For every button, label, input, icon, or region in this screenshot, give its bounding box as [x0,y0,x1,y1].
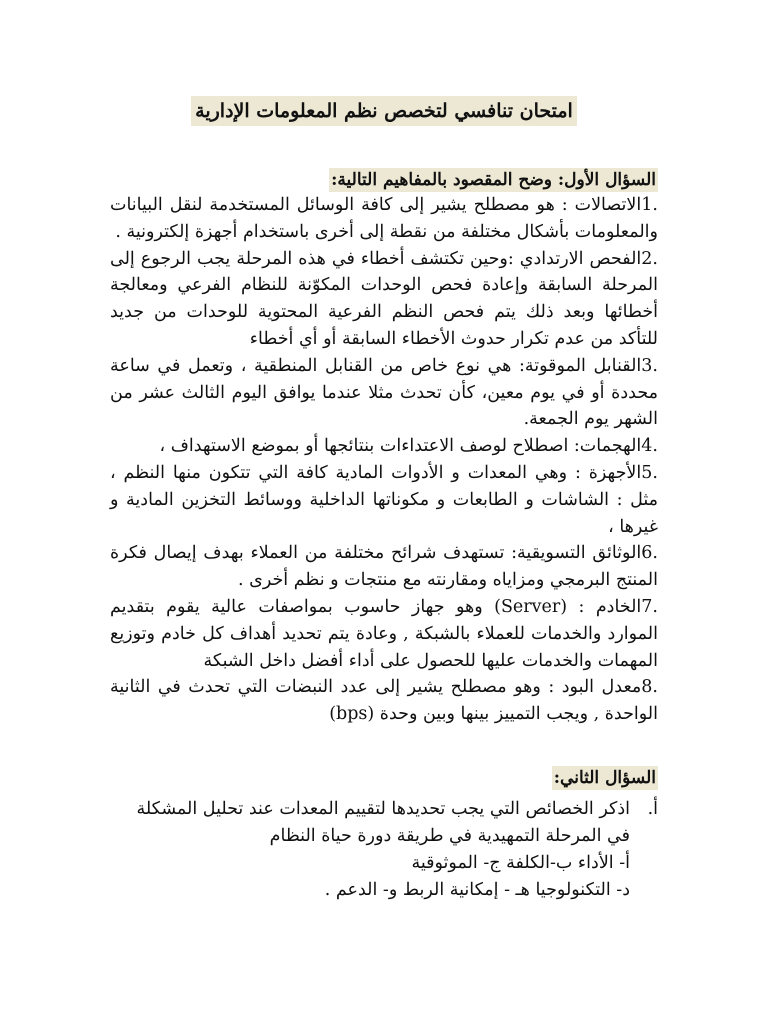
question-1-items [110,192,658,728]
definition-item: .1الاتصالات : هو مصطلح يشير إلى كافة الوسائل المستخدمة لنقل البيانات والمعلومات بأشكال مختلفة من نقطة إلى أخرى باستخدام أجهزة إلكترونية . [110,195,658,242]
question-2-heading: السؤال الثاني: [553,768,656,788]
question-1-section [110,168,658,728]
document-title: امتحان تنافسي لتخصص نظم المعلومات الإدارية [191,96,577,126]
list-item [110,796,658,904]
definition-item: .6الوثائق التسويقية: تستهدف شرائح مختلفة من العملاء بهدف إيصال فكرة المنتج البرمجي ومزاياه ومقارنته مع منتجات و نظم أخرى . [110,543,658,591]
title-wrapper [0,96,768,126]
question-1-heading: السؤال الأول: وضح المقصود بالمفاهيم التالية: [331,170,656,190]
question-2-line: اذكر الخصائص التي يجب تحديدها لتقييم المعدات عند تحليل المشكلة في المرحلة التمهيدية في طريقة دورة حياة النظام [136,799,630,846]
question-2-line: أ- الأداء ب-الكلفة ج- الموثوقية [411,853,630,873]
definition-item: .4الهجمات: اصطلاح لوصف الاعتداءات بنتائجها أو بموضع الاستهداف ، [159,436,658,457]
question-2-list [110,796,658,904]
definition-item: .8معدل البود : وهو مصطلح يشير إلى عدد النبضات التي تحدث في الثانية الواحدة , ويجب التمييز بينها وبين وحدة (bps) [110,677,658,725]
definition-item: .5الأجهزة : وهي المعدات و الأدوات المادية كافة التي تتكون منها النظم ، مثل : الشاشات و الطابعات و مكوناتها الداخلية ووسائط التخزين المادية و غيرها ، [110,462,658,537]
question-2-line: د- التكنولوجيا هـ - إمكانية الربط و- الدعم . [324,880,630,900]
definition-item: .3القنابل الموقوتة: هي نوع خاص من القنابل المنطقية ، وتعمل في ساعة محددة أو في يوم معين، كأن تحدث مثلا عندما يوافق اليوم الثالث عشر من الشهر يوم الجمعة. [110,355,658,430]
question-2-section [110,766,658,904]
list-marker: أ. [647,799,658,819]
definition-item: .2الفحص الارتدادي :وحين تكتشف أخطاء في هذه المرحلة يجب الرجوع إلى المرحلة السابقة وإعادة فحص الوحدات المكوّنة للنظام الفرعي ومعالجة أخطائها وبعد ذلك يتم فحص النظم الفرعية المحتوية للوحدات من جديد للتأكد من عدم تكرار حدوث الأخطاء السابقة أو أي أخطاء [110,248,658,349]
definition-item: .7الخادم : (Server) وهو جهاز حاسوب بمواصفات عالية يقوم بتقديم الموارد والخدمات للعملاء بالشبكة , وعادة يتم تحديد أهداف كل خادم وتوزيع المهمات والخدمات عليها للحصول على أداء أفضل داخل الشبكة [110,596,658,671]
list-item-body [110,796,630,904]
